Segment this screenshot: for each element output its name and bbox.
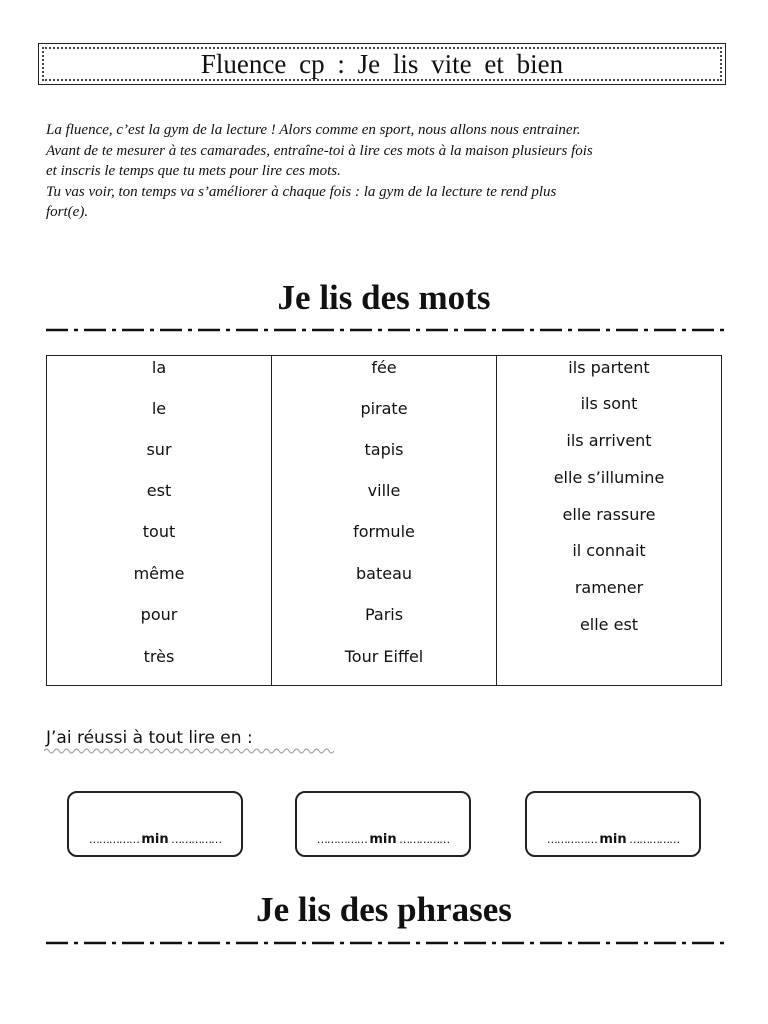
word-item: le xyxy=(151,399,167,418)
time-entry-line xyxy=(527,832,699,847)
word-item: pour xyxy=(140,605,178,624)
word-item: ville xyxy=(367,481,401,500)
word-item: même xyxy=(133,564,185,583)
sentences-heading: Je lis des phrases xyxy=(256,890,512,929)
intro-line: et inscris le temps que tu mets pour lire ces mots. xyxy=(46,163,341,179)
word-item: sur xyxy=(146,440,172,459)
dash-dot-rule xyxy=(46,940,724,946)
intro-line: La fluence, c’est la gym de la lecture ! Alors comme en sport, nous allons nous entrainer. xyxy=(46,122,581,138)
minutes-label: min xyxy=(369,832,397,847)
intro-paragraph xyxy=(46,120,736,223)
intro-line: fort(e). xyxy=(46,204,89,220)
word-item: il connait xyxy=(572,541,646,560)
word-item: Tour Eiffel xyxy=(344,647,424,666)
word-item: ils arrivent xyxy=(566,431,652,450)
word-item: ramener xyxy=(574,578,644,597)
word-item: formule xyxy=(353,522,415,541)
time-entry-box[interactable] xyxy=(525,791,701,857)
time-entry-line xyxy=(69,832,241,847)
blank-dots: …………… xyxy=(168,833,222,846)
words-table xyxy=(46,355,722,686)
intro-line: Avant de te mesurer à tes camarades, entraîne-toi à lire ces mots à la maison plusieurs fois xyxy=(46,142,593,159)
words-heading: Je lis des mots xyxy=(277,278,491,317)
word-item: ils partent xyxy=(568,358,650,377)
blank-dots: …………… xyxy=(546,833,600,846)
word-item: très xyxy=(143,647,175,666)
intro-line: Tu vas voir, ton temps va s’améliorer à chaque fois : la gym de la lecture te rend plus xyxy=(46,183,557,200)
minutes-label: min xyxy=(141,832,169,847)
spellcheck-underline xyxy=(44,747,334,755)
word-item: tapis xyxy=(364,440,404,459)
word-item: tout xyxy=(142,522,176,541)
word-item: pirate xyxy=(360,399,408,418)
title-box xyxy=(38,43,726,85)
blank-dots: …………… xyxy=(88,833,142,846)
time-entry-box[interactable] xyxy=(67,791,243,857)
blank-dots: …………… xyxy=(626,833,680,846)
word-item: est xyxy=(146,481,172,500)
page-title: Fluence cp : Je lis vite et bien xyxy=(200,49,564,79)
words-column-1 xyxy=(47,356,272,685)
result-label: J’ai réussi à tout lire en : xyxy=(46,728,253,748)
word-item: bateau xyxy=(355,564,413,583)
word-item: elle rassure xyxy=(562,505,656,524)
time-entry-line xyxy=(297,832,469,847)
blank-dots: …………… xyxy=(316,833,370,846)
dash-dot-rule xyxy=(46,327,724,333)
word-item: elle s’illumine xyxy=(553,468,665,487)
word-item: Paris xyxy=(364,605,404,624)
words-column-2 xyxy=(272,356,497,685)
blank-dots: …………… xyxy=(396,833,450,846)
word-item: la xyxy=(151,358,167,377)
words-column-3 xyxy=(497,356,721,685)
word-item: elle est xyxy=(579,615,639,634)
word-item: ils sont xyxy=(580,394,638,413)
word-item: fée xyxy=(371,358,397,377)
time-entry-box[interactable] xyxy=(295,791,471,857)
minutes-label: min xyxy=(599,832,627,847)
